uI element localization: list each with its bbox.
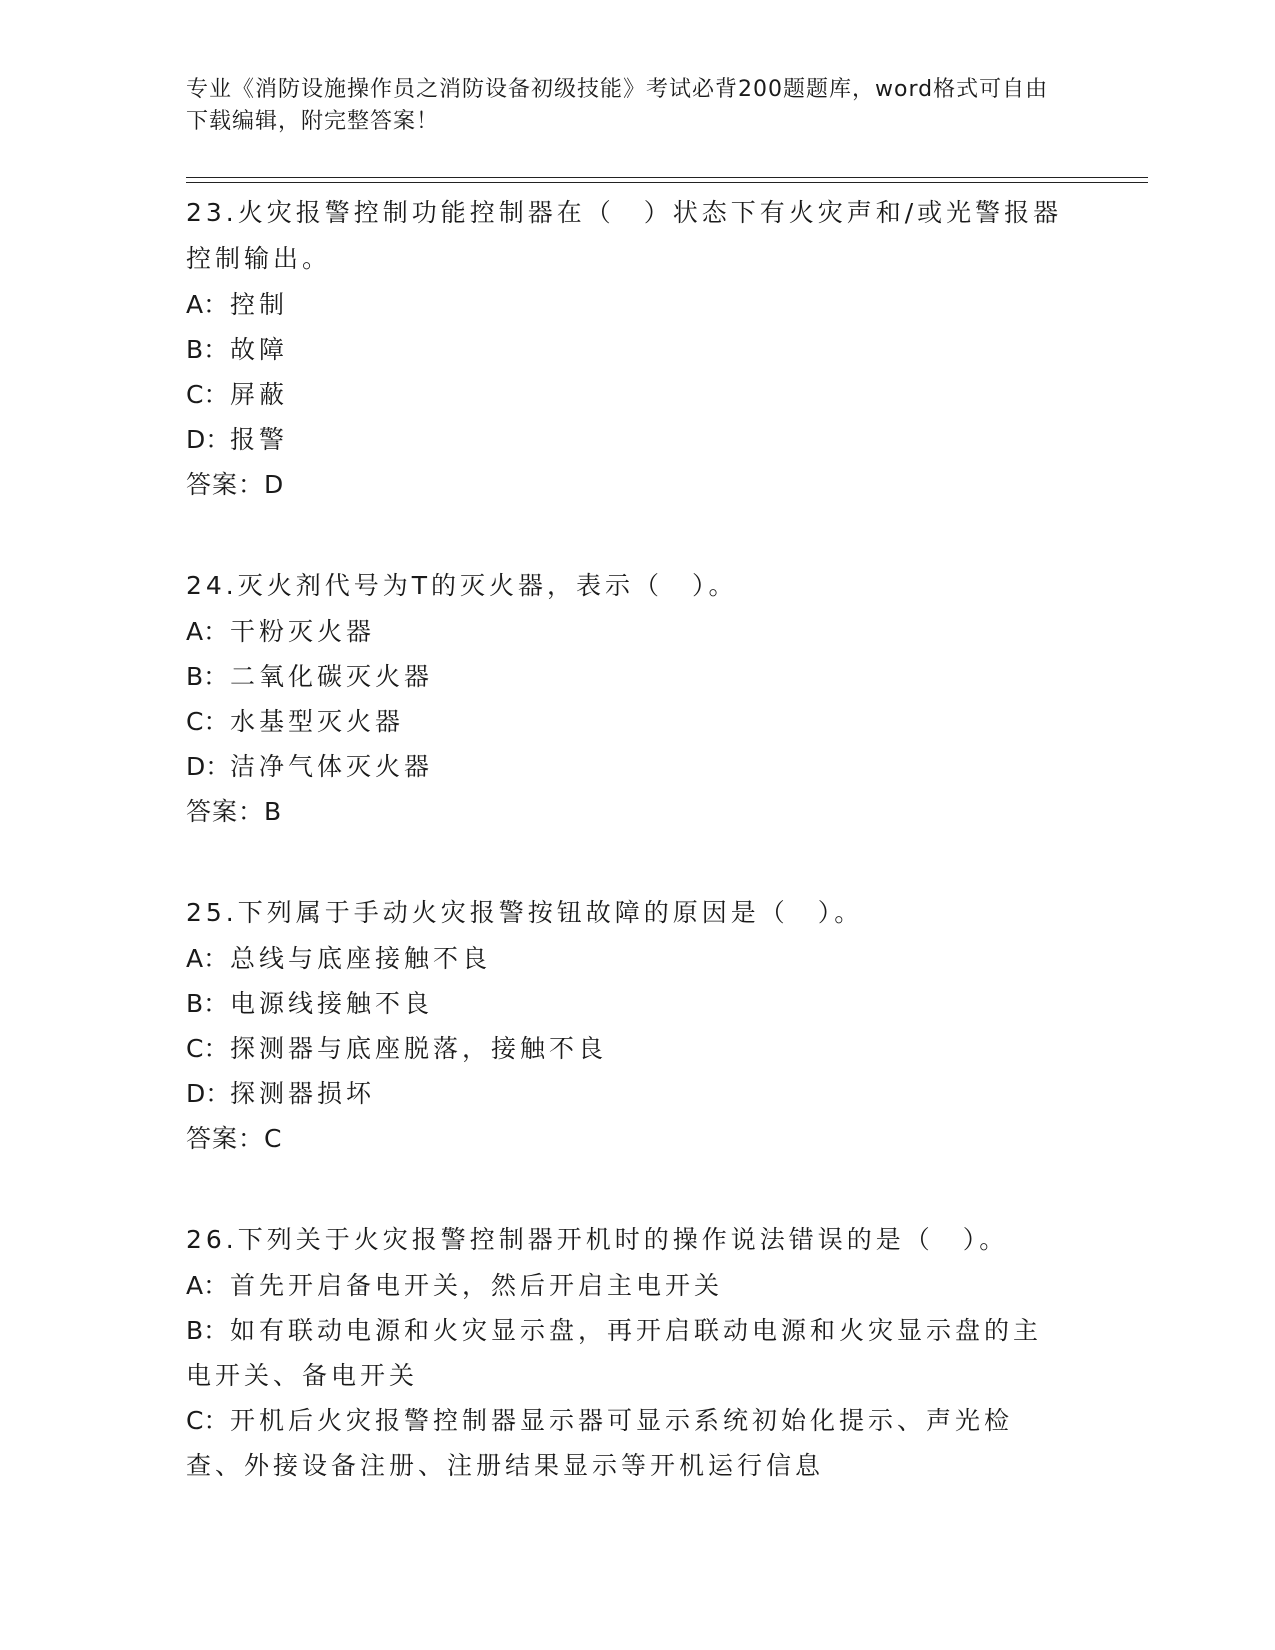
option-text: 探测器损坏	[230, 1079, 376, 1108]
option-letter: D：	[186, 1079, 231, 1108]
question-25	[186, 890, 1066, 1162]
question-stem: 24.灭火剂代号为T的灭火器，表示（ ）。	[186, 571, 738, 600]
option-text: 控制	[230, 290, 289, 319]
question-stem: 25.下列属于手动火灾报警按钮故障的原因是（ ）。	[186, 898, 864, 927]
option-text: 二氧化碳灭火器	[230, 662, 434, 691]
option-letter: C：	[186, 1034, 229, 1063]
option-a	[186, 936, 1066, 981]
answer-line: 答案：D	[186, 470, 285, 499]
option-c	[186, 1398, 1066, 1488]
option-b	[186, 654, 1066, 699]
option-letter: A：	[186, 617, 229, 646]
question-stem: 23.火灾报警控制功能控制器在（ ）状态下有火灾声和/或光警报器控制输出。	[186, 198, 1063, 273]
option-letter: B：	[186, 335, 229, 364]
answer-line: 答案：B	[186, 797, 283, 826]
option-text: 总线与底座接触不良	[230, 944, 492, 973]
option-letter: A：	[186, 944, 229, 973]
option-text: 故障	[230, 335, 289, 364]
option-c	[186, 699, 1066, 744]
option-letter: C：	[186, 707, 229, 736]
option-a	[186, 1263, 1066, 1308]
option-b	[186, 327, 1066, 372]
option-text: 洁净气体灭火器	[230, 752, 434, 781]
option-text: 探测器与底座脱落，接触不良	[230, 1034, 608, 1063]
question-26	[186, 1217, 1066, 1488]
option-d	[186, 417, 1066, 462]
question-23	[186, 190, 1066, 508]
answer-line: 答案：C	[186, 1124, 283, 1153]
option-text: 水基型灭火器	[230, 707, 405, 736]
option-letter: B：	[186, 1316, 229, 1345]
option-b	[186, 1308, 1066, 1398]
header-divider-top	[186, 177, 1148, 178]
question-24	[186, 563, 1066, 835]
option-d	[186, 744, 1066, 789]
option-text: 干粉灭火器	[230, 617, 376, 646]
option-text: 电源线接触不良	[230, 989, 434, 1018]
option-letter: D：	[186, 425, 231, 454]
document-header: 专业《消防设施操作员之消防设备初级技能》考试必背200题题库，word格式可自由下载编辑，附完整答案！	[186, 77, 1049, 134]
option-a	[186, 282, 1066, 327]
option-letter: B：	[186, 662, 229, 691]
option-letter: C：	[186, 380, 229, 409]
option-letter: D：	[186, 752, 231, 781]
option-b	[186, 981, 1066, 1026]
option-letter: C：	[186, 1406, 229, 1435]
question-stem: 26.下列关于火灾报警控制器开机时的操作说法错误的是（ ）。	[186, 1225, 1009, 1254]
option-text: 报警	[230, 425, 289, 454]
option-letter: A：	[186, 290, 229, 319]
option-a	[186, 609, 1066, 654]
option-text: 首先开启备电开关，然后开启主电开关	[230, 1271, 724, 1300]
option-text: 屏蔽	[230, 380, 289, 409]
option-letter: B：	[186, 989, 229, 1018]
option-c	[186, 1026, 1066, 1071]
option-text: 开机后火灾报警控制器显示器可显示系统初始化提示、声光检查、外接设备注册、注册结果显示等开机运行信息	[186, 1406, 1014, 1480]
header-divider-bottom	[186, 182, 1148, 183]
option-letter: A：	[186, 1271, 229, 1300]
option-text: 如有联动电源和火灾显示盘，再开启联动电源和火灾显示盘的主电开关、备电开关	[186, 1316, 1043, 1390]
question-list	[186, 190, 1066, 1543]
option-c	[186, 372, 1066, 417]
option-d	[186, 1071, 1066, 1116]
